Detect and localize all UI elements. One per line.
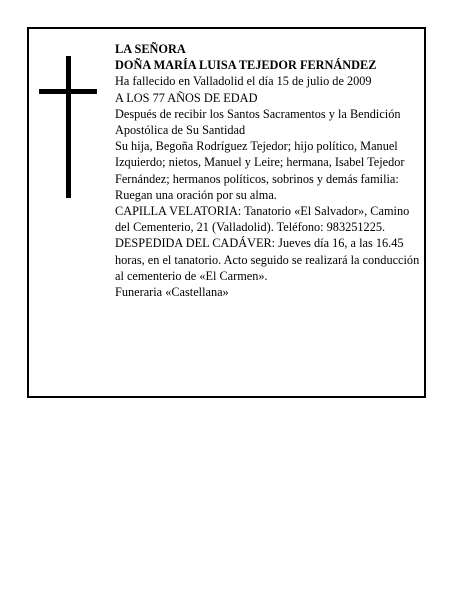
deceased-name: DOÑA MARÍA LUISA TEJEDOR FERNÁNDEZ bbox=[115, 58, 377, 73]
age-statement: A LOS 77 AÑOS DE EDAD bbox=[115, 90, 258, 105]
family-list: Su hija, Begoña Rodríguez Tejedor; hijo político, Manuel Izquierdo; nietos, Manuel y Leire; hermana, Isabel Tejedor Fernández; hermanos políticos, sobrinos y demás familia: bbox=[115, 139, 405, 186]
prayer-request: Ruegan una oración por su alma. bbox=[115, 187, 277, 202]
cross-horizontal-bar bbox=[39, 89, 97, 94]
death-statement: Ha fallecido en Valladolid el día 15 de julio de 2009 bbox=[115, 74, 372, 89]
funeral-home: Funeraria «Castellana» bbox=[115, 285, 229, 300]
notice-title: LA SEÑORA bbox=[115, 42, 186, 56]
cross-vertical-bar bbox=[66, 56, 71, 198]
farewell-info: DESPEDIDA DEL CADÁVER: Jueves día 16, a las 16.45 horas, en el tanatorio. Acto seguido se realizará la conducción al cementerio de «El Carmen». bbox=[115, 236, 420, 283]
latin-cross-icon bbox=[39, 56, 97, 198]
sacraments-statement: Después de recibir los Santos Sacramentos y la Bendición Apostólica de Su Santidad bbox=[115, 106, 401, 138]
notice-body bbox=[115, 41, 424, 300]
chapel-info: CAPILLA VELATORIA: Tanatorio «El Salvador», Camino del Cementerio, 21 (Valladolid). Teléfono: 983251225. bbox=[115, 204, 410, 235]
obituary-notice bbox=[27, 27, 426, 398]
